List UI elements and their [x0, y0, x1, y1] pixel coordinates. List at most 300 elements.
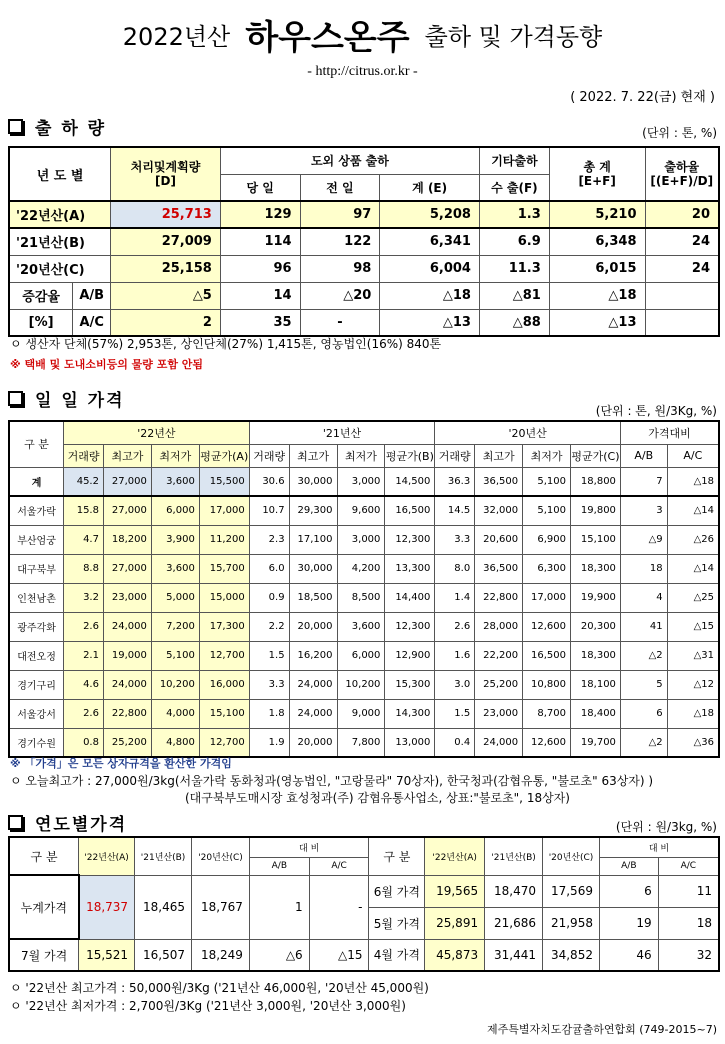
today-value: 114: [220, 228, 300, 255]
table-row: [9, 525, 719, 554]
col-ac-left: A/C: [309, 857, 369, 875]
price-cell: 3,600: [151, 554, 199, 583]
right-label: 6월 가격: [369, 875, 425, 907]
row-label: '21년산(B): [9, 228, 111, 255]
price-cell: 24,000: [289, 699, 337, 728]
price-cell: 41: [620, 612, 667, 641]
right-b: 18,470: [485, 875, 543, 907]
right-label: 5월 가격: [369, 907, 425, 939]
price-cell: △14: [667, 496, 719, 525]
shipment-unit: (단위 : 톤, %): [642, 126, 717, 140]
price-cell: △26: [667, 525, 719, 554]
right-c: 34,852: [543, 939, 600, 971]
price-cell: 4: [620, 583, 667, 612]
row-label: '22년산(A): [9, 201, 111, 228]
price-cell: 15.8: [64, 496, 104, 525]
table-row: [9, 201, 719, 228]
right-a: 25,891: [425, 907, 485, 939]
price-cell: 30,000: [289, 467, 337, 496]
price-cell: 2.3: [249, 525, 289, 554]
price-cell: 30.6: [249, 467, 289, 496]
sum-value: 5,210: [549, 201, 645, 228]
table-row: [9, 309, 719, 336]
plan-value: 25,713: [111, 201, 221, 228]
daily-section-title: [8, 386, 125, 411]
price-cell: 3,000: [337, 525, 385, 554]
price-cell: 13,000: [385, 728, 435, 757]
right-ab: 19: [599, 907, 658, 939]
col-year: 년 도 별: [9, 147, 111, 201]
site-url: - http://citrus.or.kr -: [307, 64, 418, 79]
price-cell: △15: [667, 612, 719, 641]
price-cell: 8.0: [435, 554, 475, 583]
price-cell: 5,000: [151, 583, 199, 612]
price-cell: 15,300: [385, 670, 435, 699]
table-row: [9, 496, 719, 525]
today-value: 35: [220, 309, 300, 336]
price-cell: △14: [667, 554, 719, 583]
price-cell: 12,300: [385, 525, 435, 554]
subheader-sub21-3: 평균가(B): [385, 444, 435, 467]
market-name: 대구북부: [9, 554, 64, 583]
price-cell: 18: [620, 554, 667, 583]
price-cell: 4.6: [64, 670, 104, 699]
checkbox-icon: [8, 119, 23, 134]
col-other: 기타출하: [479, 147, 549, 174]
total-value: 5,208: [380, 201, 480, 228]
price-cell: 28,000: [475, 612, 523, 641]
subheader-sub20-0: 거래량: [435, 444, 475, 467]
price-cell: 8.8: [64, 554, 104, 583]
price-cell: 10,200: [337, 670, 385, 699]
daily-note-highest2: (대구북부도매시장 효성청과(주) 감협유통사업소, 상표:"불로초", 18상자): [185, 791, 570, 805]
subheader-sub22-1: 최고가: [103, 444, 151, 467]
table-row: [9, 467, 719, 496]
price-cell: 10.7: [249, 496, 289, 525]
price-cell: 3.3: [435, 525, 475, 554]
yesterday-value: -: [300, 309, 380, 336]
rate-value: 24: [645, 228, 719, 255]
col-22-left: '22년산(A): [79, 837, 135, 875]
price-cell: 17,100: [289, 525, 337, 554]
table-row: [9, 670, 719, 699]
price-cell: 7,200: [151, 612, 199, 641]
price-cell: 10,800: [523, 670, 571, 699]
cum-label: 누계가격: [9, 875, 79, 939]
market-name: 광주각화: [9, 612, 64, 641]
right-ab: 46: [599, 939, 658, 971]
price-cell: 22,800: [103, 699, 151, 728]
table-row: [9, 255, 719, 282]
price-cell: △18: [667, 467, 719, 496]
price-cell: 1.6: [435, 641, 475, 670]
price-cell: 6,000: [337, 641, 385, 670]
table-row: [9, 554, 719, 583]
price-cell: 32,000: [475, 496, 523, 525]
price-cell: 16,000: [199, 670, 249, 699]
price-cell: 3.2: [64, 583, 104, 612]
price-cell: 12,900: [385, 641, 435, 670]
price-cell: 1.4: [435, 583, 475, 612]
title-main: 하우스온주: [245, 18, 410, 58]
price-cell: 36,500: [475, 554, 523, 583]
today-value: 14: [220, 282, 300, 309]
col-gubun-left: 구 분: [9, 837, 79, 875]
market-name: 계: [9, 467, 64, 496]
price-cell: 20,600: [475, 525, 523, 554]
price-cell: 24,000: [103, 612, 151, 641]
price-cell: 15,500: [199, 467, 249, 496]
cum-ab: 1: [249, 875, 309, 939]
price-cell: 12,700: [199, 728, 249, 757]
jul-b: 16,507: [135, 939, 192, 971]
col-sum: 총 계 [E+F]: [549, 147, 645, 201]
market-name: 경기구리: [9, 670, 64, 699]
yearly-title: 연도별가격: [35, 815, 128, 835]
col-gubun: 구 분: [9, 421, 64, 467]
col-21-right: '21년산(B): [485, 837, 543, 875]
price-cell: 13,300: [385, 554, 435, 583]
price-cell: 24,000: [475, 728, 523, 757]
price-cell: 23,000: [103, 583, 151, 612]
price-cell: △36: [667, 728, 719, 757]
price-cell: 14,400: [385, 583, 435, 612]
market-name: 서울강서: [9, 699, 64, 728]
price-cell: 15,000: [199, 583, 249, 612]
footer-org: 제주특별자치도감귤출하연합회 (749-2015~7): [486, 1023, 717, 1036]
price-cell: 1.9: [249, 728, 289, 757]
table-row: [9, 939, 719, 971]
shipment-title: 출 하 량: [35, 119, 107, 139]
price-cell: 0.8: [64, 728, 104, 757]
col-total-e: 계 (E): [380, 174, 480, 201]
price-cell: 2.2: [249, 612, 289, 641]
price-cell: 30,000: [289, 554, 337, 583]
price-cell: 24,000: [103, 670, 151, 699]
price-cell: 19,000: [103, 641, 151, 670]
price-cell: 14,300: [385, 699, 435, 728]
price-cell: △2: [620, 641, 667, 670]
today-value: 129: [220, 201, 300, 228]
price-cell: 19,800: [571, 496, 621, 525]
col-y21: '21년산: [249, 421, 435, 444]
right-c: 17,569: [543, 875, 600, 907]
export-value: 11.3: [479, 255, 549, 282]
subheader-sub21-0: 거래량: [249, 444, 289, 467]
total-value: 6,341: [380, 228, 480, 255]
price-cell: 5,100: [523, 467, 571, 496]
price-cell: 1.5: [249, 641, 289, 670]
price-cell: 29,300: [289, 496, 337, 525]
price-cell: 3.3: [249, 670, 289, 699]
shipment-warning: ※ 택배 및 도내소비등의 물량 포함 안됨: [10, 358, 204, 371]
price-cell: 1.8: [249, 699, 289, 728]
right-ac: 11: [658, 875, 719, 907]
price-cell: △2: [620, 728, 667, 757]
jul-a: 15,521: [79, 939, 135, 971]
price-cell: △31: [667, 641, 719, 670]
price-cell: 23,000: [475, 699, 523, 728]
price-cell: 15,100: [571, 525, 621, 554]
rate-value: [645, 282, 719, 309]
export-value: △81: [479, 282, 549, 309]
price-cell: 15,100: [199, 699, 249, 728]
right-ab: 6: [599, 875, 658, 907]
price-cell: 12,600: [523, 612, 571, 641]
yesterday-value: 98: [300, 255, 380, 282]
subheader-subcmp-0: A/B: [620, 444, 667, 467]
price-cell: 27,000: [103, 554, 151, 583]
price-cell: 18,400: [571, 699, 621, 728]
price-cell: 6,000: [151, 496, 199, 525]
plan-value: 25,158: [111, 255, 221, 282]
sum-value: 6,015: [549, 255, 645, 282]
subheader-sub20-2: 최저가: [523, 444, 571, 467]
right-a: 19,565: [425, 875, 485, 907]
cum-ac: -: [309, 875, 369, 939]
price-cell: 24,000: [289, 670, 337, 699]
pct-label: [%]: [9, 309, 73, 336]
price-cell: 25,200: [475, 670, 523, 699]
col-yesterday: 전 일: [300, 174, 380, 201]
checkbox-icon: [8, 815, 23, 830]
yearly-note-max: ㅇ '22년산 최고가격 : 50,000원/3Kg ('21년산 46,000원, '20년산 45,000원): [10, 981, 429, 995]
price-cell: 18,100: [571, 670, 621, 699]
col-ab-left: A/B: [249, 857, 309, 875]
title-year: 2022년산: [122, 23, 231, 51]
row-label: A/B: [73, 282, 111, 309]
yearly-unit: (단위 : 원/3kg, %): [615, 820, 717, 834]
col-ab-right: A/B: [599, 857, 658, 875]
price-cell: △18: [667, 699, 719, 728]
title-sub: 출하 및 가격동향: [424, 23, 603, 51]
price-cell: 4,200: [337, 554, 385, 583]
col-outside: 도외 상품 출하: [220, 147, 479, 174]
col-compare-right: 대 비: [599, 837, 719, 857]
yearly-note-min: ㅇ '22년산 최저가격 : 2,700원/3Kg ('21년산 3,000원, '20년산 3,000원): [10, 999, 406, 1013]
price-cell: 1.5: [435, 699, 475, 728]
price-cell: 20,000: [289, 728, 337, 757]
yesterday-value: 122: [300, 228, 380, 255]
rate-value: [645, 309, 719, 336]
daily-price-table: [8, 420, 720, 758]
table-row: [9, 875, 719, 907]
price-cell: 3.0: [435, 670, 475, 699]
price-cell: 14,500: [385, 467, 435, 496]
plan-value: △5: [111, 282, 221, 309]
price-cell: 25,200: [103, 728, 151, 757]
col-compare-left: 대 비: [249, 837, 369, 857]
price-cell: 36.3: [435, 467, 475, 496]
col-gubun-right: 구 분: [369, 837, 425, 875]
price-cell: 5,100: [151, 641, 199, 670]
price-cell: 16,500: [385, 496, 435, 525]
right-ac: 18: [658, 907, 719, 939]
market-name: 인천남촌: [9, 583, 64, 612]
price-cell: 3,900: [151, 525, 199, 554]
price-cell: 9,000: [337, 699, 385, 728]
yesterday-value: 97: [300, 201, 380, 228]
subheader-subcmp-1: A/C: [667, 444, 719, 467]
price-cell: △12: [667, 670, 719, 699]
col-today: 당 일: [220, 174, 300, 201]
cum-c: 18,767: [192, 875, 250, 939]
jul-label: 7월 가격: [9, 939, 79, 971]
table-row: [9, 641, 719, 670]
col-compare: 가격대비: [620, 421, 719, 444]
shipment-note: ㅇ 생산자 단체(57%) 2,953톤, 상인단체(27%) 1,415톤, 영농법인(16%) 840톤: [10, 337, 442, 351]
price-cell: 18,200: [103, 525, 151, 554]
subheader-sub22-0: 거래량: [64, 444, 104, 467]
right-ac: 32: [658, 939, 719, 971]
right-label: 4월 가격: [369, 939, 425, 971]
daily-unit: (단위 : 톤, 원/3Kg, %): [595, 404, 717, 418]
subheader-sub22-3: 평균가(A): [199, 444, 249, 467]
price-cell: 3,600: [337, 612, 385, 641]
price-cell: 3: [620, 496, 667, 525]
yearly-section-title: [8, 810, 127, 835]
price-cell: 6,900: [523, 525, 571, 554]
price-cell: 7: [620, 467, 667, 496]
price-cell: 3,000: [337, 467, 385, 496]
price-cell: 20,000: [289, 612, 337, 641]
total-value: 6,004: [380, 255, 480, 282]
price-cell: 10,200: [151, 670, 199, 699]
jul-ac: △15: [309, 939, 369, 971]
price-cell: 5,100: [523, 496, 571, 525]
jul-c: 18,249: [192, 939, 250, 971]
price-cell: 12,300: [385, 612, 435, 641]
row-label: A/C: [73, 309, 111, 336]
price-cell: 11,200: [199, 525, 249, 554]
price-cell: 5: [620, 670, 667, 699]
price-cell: 2.6: [64, 612, 104, 641]
price-cell: 27,000: [103, 496, 151, 525]
cum-b: 18,465: [135, 875, 192, 939]
rate-value: 20: [645, 201, 719, 228]
price-cell: △9: [620, 525, 667, 554]
price-cell: 0.4: [435, 728, 475, 757]
price-cell: 14.5: [435, 496, 475, 525]
col-rate: 출하율 [(E+F)/D]: [645, 147, 719, 201]
col-plan: 처리및계획량 [D]: [111, 147, 221, 201]
price-cell: 27,000: [103, 467, 151, 496]
right-b: 31,441: [485, 939, 543, 971]
subheader-sub22-2: 최저가: [151, 444, 199, 467]
price-cell: 19,700: [571, 728, 621, 757]
right-b: 21,686: [485, 907, 543, 939]
col-y22: '22년산: [64, 421, 250, 444]
price-cell: 9,600: [337, 496, 385, 525]
export-value: 1.3: [479, 201, 549, 228]
right-c: 21,958: [543, 907, 600, 939]
table-row: [9, 612, 719, 641]
row-label: '20년산(C): [9, 255, 111, 282]
right-a: 45,873: [425, 939, 485, 971]
market-name: 부산엄궁: [9, 525, 64, 554]
sum-value: 6,348: [549, 228, 645, 255]
rate-value: 24: [645, 255, 719, 282]
price-cell: 36,500: [475, 467, 523, 496]
price-cell: 16,500: [523, 641, 571, 670]
table-row: [9, 583, 719, 612]
col-ac-right: A/C: [658, 857, 719, 875]
export-value: 6.9: [479, 228, 549, 255]
price-cell: 3,600: [151, 467, 199, 496]
price-cell: 8,500: [337, 583, 385, 612]
col-20-left: '20년산(C): [192, 837, 250, 875]
price-cell: 20,300: [571, 612, 621, 641]
total-value: △13: [380, 309, 480, 336]
price-cell: 4,800: [151, 728, 199, 757]
subheader-sub21-2: 최저가: [337, 444, 385, 467]
daily-note-highest: ㅇ 오늘최고가 : 27,000원/3kg(서울가락 동화청과(영농법인, "고랑물라" 70상자), 한국청과(감협유통, "불로초" 63상자) ): [10, 774, 654, 788]
col-21-left: '21년산(B): [135, 837, 192, 875]
price-cell: 12,700: [199, 641, 249, 670]
table-row: [9, 228, 719, 255]
price-cell: 2.1: [64, 641, 104, 670]
jul-ab: △6: [249, 939, 309, 971]
price-cell: 18,500: [289, 583, 337, 612]
price-cell: 19,900: [571, 583, 621, 612]
price-cell: 17,000: [199, 496, 249, 525]
export-value: △88: [479, 309, 549, 336]
subheader-sub20-1: 최고가: [475, 444, 523, 467]
subheader-sub21-1: 최고가: [289, 444, 337, 467]
daily-title: 일 일 가격: [35, 391, 125, 411]
yesterday-value: △20: [300, 282, 380, 309]
price-cell: 22,200: [475, 641, 523, 670]
plan-value: 2: [111, 309, 221, 336]
market-name: 경기수원: [9, 728, 64, 757]
col-20-right: '20년산(C): [543, 837, 600, 875]
document-title: [0, 10, 725, 59]
price-cell: 17,000: [523, 583, 571, 612]
subheader-sub20-3: 평균가(C): [571, 444, 621, 467]
price-cell: 7,800: [337, 728, 385, 757]
total-value: △18: [380, 282, 480, 309]
price-cell: 8,700: [523, 699, 571, 728]
daily-note-price: ※ 「가격」은 모든 상자규격을 환산한 가격임: [10, 757, 232, 770]
table-row: [9, 728, 719, 757]
price-cell: 6: [620, 699, 667, 728]
price-cell: 4,000: [151, 699, 199, 728]
col-y20: '20년산: [435, 421, 621, 444]
price-cell: 15,700: [199, 554, 249, 583]
price-cell: △25: [667, 583, 719, 612]
checkbox-icon: [8, 391, 23, 406]
price-cell: 18,300: [571, 554, 621, 583]
price-cell: 17,300: [199, 612, 249, 641]
col-22-right: '22년산(A): [425, 837, 485, 875]
shipment-section-title: [8, 114, 106, 139]
price-cell: 16,200: [289, 641, 337, 670]
sum-value: △13: [549, 309, 645, 336]
col-export: 수 출(F): [479, 174, 549, 201]
price-cell: 12,600: [523, 728, 571, 757]
plan-value: 27,009: [111, 228, 221, 255]
price-cell: 2.6: [435, 612, 475, 641]
price-cell: 22,800: [475, 583, 523, 612]
table-row: [9, 282, 719, 309]
price-cell: 0.9: [249, 583, 289, 612]
price-cell: 18,300: [571, 641, 621, 670]
price-cell: 2.6: [64, 699, 104, 728]
shipment-table: [8, 146, 720, 337]
price-cell: 6,300: [523, 554, 571, 583]
cum-a: 18,737: [79, 875, 135, 939]
price-cell: 6.0: [249, 554, 289, 583]
